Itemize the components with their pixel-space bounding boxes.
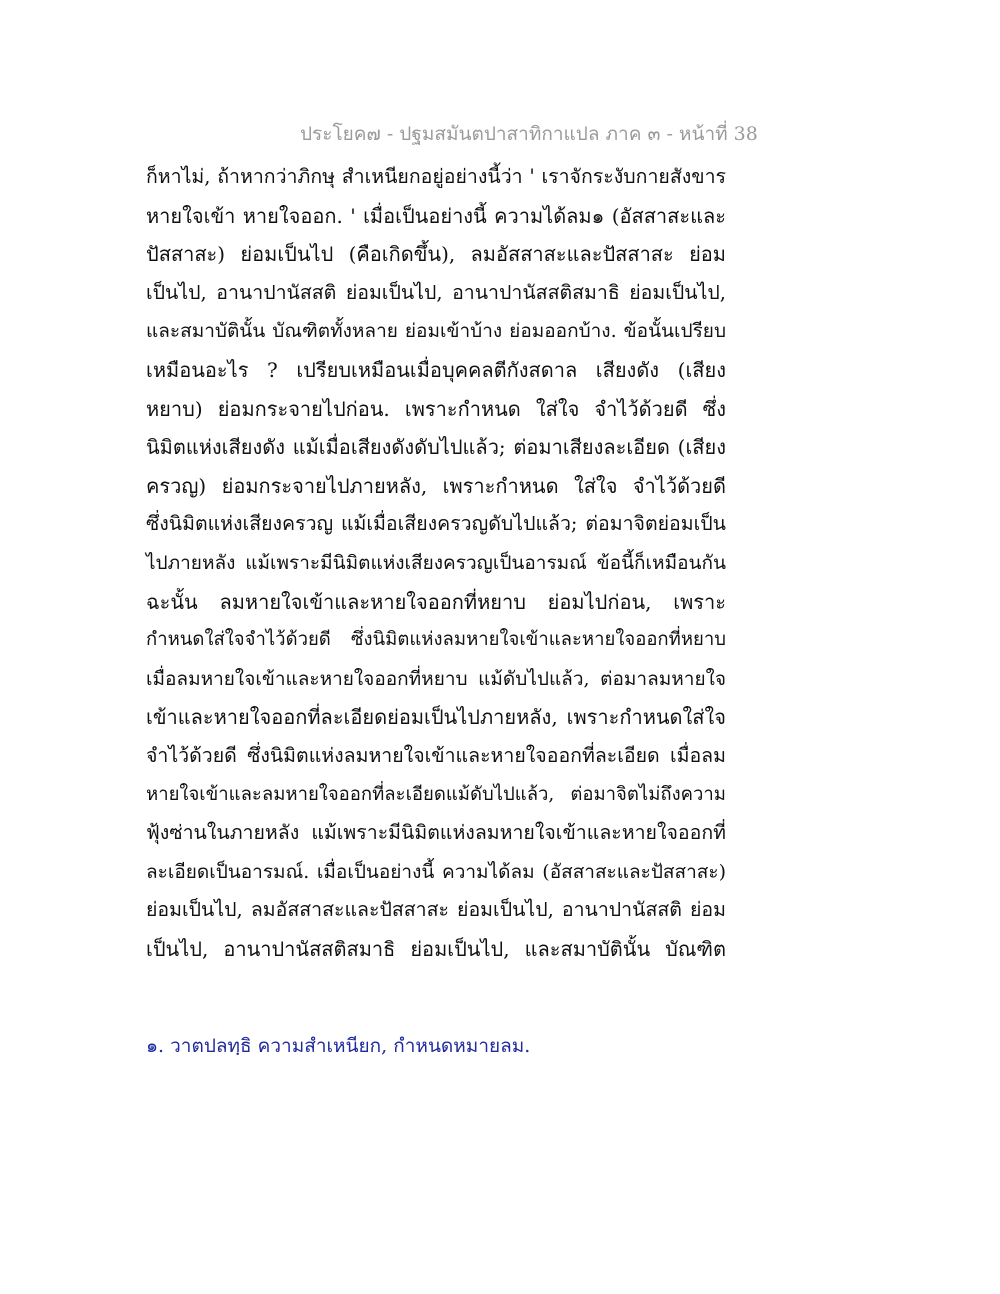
footnote: ๑. วาตปลทฺธิ ความสำเหนียก, กำหนดหมายลม. <box>146 1035 531 1057</box>
text-line: นิมิตแห่งเสียงดัง แม้เมื่อเสียงดังดับไปแล้ว; ต่อมาเสียงละเอียด (เสียง <box>146 435 726 460</box>
text-line: ละเอียดเป็นอารมณ์. เมื่อเป็นอย่างนี้ ความได้ลม (อัสสาสะและปัสสาสะ) <box>146 860 726 883</box>
text-line: และสมาบัตินั้น บัณฑิตทั้งหลาย ย่อมเข้าบ้าง ย่อมออกบ้าง. ข้อนั้นเปรียบ <box>146 320 726 343</box>
text-line: เมื่อลมหายใจเข้าและหายใจออกที่หยาบ แม้ดับไปแล้ว, ต่อมาลมหายใจ <box>146 667 726 690</box>
text-line: กำหนดใส่ใจจำไว้ด้วยดี ซึ่งนิมิตแห่งลมหายใจเข้าและหายใจออกที่หยาบ <box>146 629 726 651</box>
text-line: ฉะนั้น ลมหายใจเข้าและหายใจออกที่หยาบ ย่อมไปก่อน, เพราะ <box>146 589 726 614</box>
text-line: เข้าและหายใจออกที่ละเอียดย่อมเป็นไปภายหลัง, เพราะกำหนดใส่ใจ <box>146 705 726 730</box>
text-line: จำไว้ด้วยดี ซึ่งนิมิตแห่งลมหายใจเข้าและหายใจออกที่ละเอียด เมื่อลม <box>146 743 726 767</box>
text-line: เหมือนอะไร ? เปรียบเหมือนเมื่อบุคคลตีกังสดาล เสียงดัง (เสียง <box>146 357 726 382</box>
text-line: ย่อมเป็นไป, ลมอัสสาสะและปัสสาสะ ย่อมเป็นไป, อานาปานัสสติ ย่อม <box>146 898 726 922</box>
text-line: หายใจเข้าและลมหายใจออกที่ละเอียดแม้ดับไปแล้ว, ต่อมาจิตไม่ถึงความ <box>146 783 726 805</box>
text-line: หยาบ) ย่อมกระจายไปก่อน. เพราะกำหนด ใส่ใจ จำไว้ด้วยดี ซึ่ง <box>146 396 726 421</box>
text-line: ก็หาไม่, ถ้าหากว่าภิกษุ สำเหนียกอยู่อย่างนี้ว่า ' เราจักระงับกายสังขาร <box>146 165 726 188</box>
text-line: ปัสสาสะ) ย่อมเป็นไป (คือเกิดขึ้น), ลมอัสสาสะและปัสสาสะ ย่อม <box>146 242 726 267</box>
text-line: ฟุ้งซ่านในภายหลัง แม้เพราะมีนิมิตแห่งลมหายใจเข้าและหายใจออกที่ <box>146 821 726 845</box>
text-line: หายใจเข้า หายใจออก. ' เมื่อเป็นอย่างนี้ ความได้ลม๑ (อัสสาสะและ <box>146 203 726 228</box>
text-line: ครวญ) ย่อมกระจายไปภายหลัง, เพราะกำหนด ใส่ใจ จำไว้ด้วยดี <box>146 473 726 498</box>
text-line: เป็นไป, อานาปานัสสติสมาธิ ย่อมเป็นไป, และสมาบัตินั้น บัณฑิต <box>146 936 726 961</box>
text-line: ไปภายหลัง แม้เพราะมีนิมิตแห่งเสียงครวญเป็นอารมณ์ ข้อนี้ก็เหมือนกัน <box>146 551 726 574</box>
running-header: ประโยค๗ - ปฐมสมันตปาสาทิกาแปล ภาค ๓ - หน้าที่ 38 <box>300 123 758 145</box>
text-line: เป็นไป, อานาปานัสสติ ย่อมเป็นไป, อานาปานัสสติสมาธิ ย่อมเป็นไป, <box>146 280 726 304</box>
body-text <box>146 158 726 968</box>
text-line: ซึ่งนิมิตแห่งเสียงครวญ แม้เมื่อเสียงครวญดับไปแล้ว; ต่อมาจิตย่อมเป็น <box>146 512 726 536</box>
